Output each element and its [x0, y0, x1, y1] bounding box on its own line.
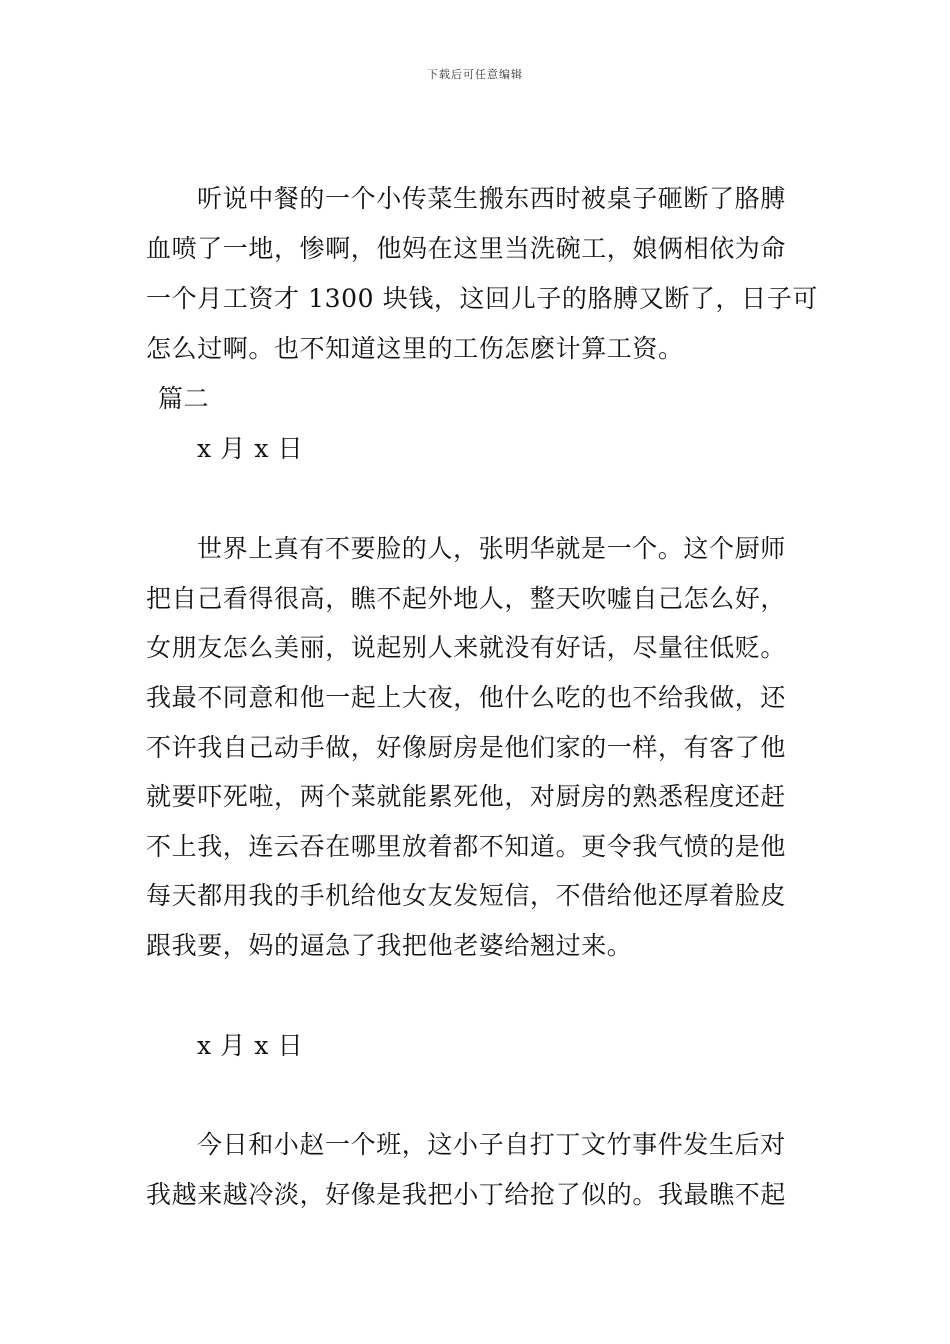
paragraph-line: 不许我自己动手做，好像厨房是他们家的一样，有客了他	[146, 733, 787, 762]
paragraph-line: 我最不同意和他一起上大夜，他什么吃的也不给我做，还	[146, 683, 787, 712]
paragraph-line: 跟我要，妈的逼急了我把他老婆给翘过来。	[146, 931, 633, 960]
paragraph-line: 把自己看得很高，瞧不起外地人，整天吹嘘自己怎么好，	[146, 584, 787, 613]
paragraph-line: 就要吓死啦，两个菜就能累死他，对厨房的熟悉程度还赶	[146, 782, 787, 811]
paragraph-line: 怎么过啊。也不知道这里的工伤怎麽计算工资。	[146, 334, 684, 363]
paragraph-line: 世界上真有不要脸的人，张明华就是一个。这个厨师	[197, 534, 786, 563]
paragraph-line: 每天都用我的手机给他女友发短信，不借给他还厚着脸皮	[146, 881, 787, 910]
diary-date: x 月 x 日	[197, 1031, 304, 1060]
paragraph-line: 我越来越冷淡，好像是我把小丁给抢了似的。我最瞧不起	[146, 1180, 787, 1209]
diary-date: x 月 x 日	[197, 434, 304, 463]
paragraph-line: 女朋友怎么美丽，说起别人来就没有好话，尽量往低贬。	[146, 633, 787, 662]
section-title: 篇二	[158, 384, 210, 413]
paragraph-line: 一个月工资才 1300 块钱，这回儿子的胳膊又断了，日子可	[146, 284, 818, 313]
paragraph-line: 听说中餐的一个小传菜生搬东西时被桌子砸断了胳膊	[197, 184, 786, 213]
paragraph-line: 血喷了一地，惨啊，他妈在这里当洗碗工，娘俩相依为命	[146, 234, 787, 263]
page-header: 下载后可任意编辑	[427, 68, 523, 81]
paragraph-line: 今日和小赵一个班，这小子自打丁文竹事件发生后对	[197, 1130, 786, 1159]
paragraph-line: 不上我，连云吞在哪里放着都不知道。更令我气愤的是他	[146, 832, 787, 861]
